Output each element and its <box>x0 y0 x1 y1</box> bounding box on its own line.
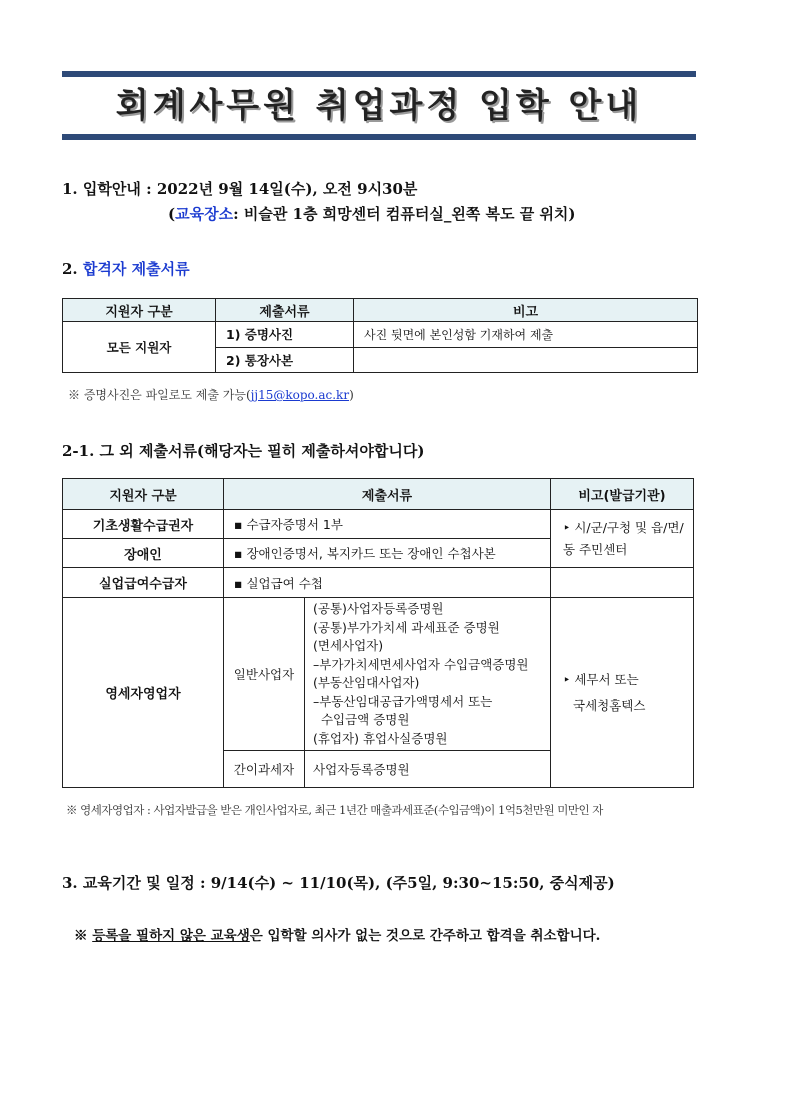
table-header-row <box>63 299 698 322</box>
who-cell: 실업급여수급자 <box>63 568 224 598</box>
general-doc-line: (면세사업자) <box>313 638 384 653</box>
registration-warning <box>74 924 600 944</box>
place-label: 교육장소 <box>175 205 234 223</box>
general-docs-cell <box>305 598 551 751</box>
title-bottom-rule <box>62 134 696 140</box>
issuer2-line: ‣ 세무서 또는 <box>563 671 639 687</box>
general-doc-line: (공통)사업자등록증명원 <box>313 601 444 616</box>
note-cell <box>354 347 698 373</box>
section2-heading <box>62 258 190 279</box>
warning-rest: 은 입학할 의사가 없는 것으로 간주하고 합격을 취소합니다. <box>249 928 601 944</box>
doc-cell: 1) 증명사진 <box>216 322 354 348</box>
note-cell: 사진 뒷면에 본인성함 기재하여 제출 <box>354 322 698 348</box>
applicant-cell: 모든 지원자 <box>63 322 216 373</box>
issuer-cell-1: ‣ 시/군/구청 및 읍/면/동 주민센터 <box>551 510 694 568</box>
section2-label: 합격자 제출서류 <box>82 260 190 278</box>
doc-cell: ▪ 실업급여 수첩 <box>224 568 551 598</box>
who-cell: 장애인 <box>63 539 224 568</box>
required-docs-table <box>62 298 698 373</box>
header-note: 비고 <box>354 299 698 322</box>
doc-cell: ▪ 장애인증명서, 복지카드 또는 장애인 수첩사본 <box>224 539 551 568</box>
general-doc-line: (부동산임대사업자) <box>313 675 420 690</box>
self-employed-cell: 영세자영업자 <box>63 598 224 788</box>
general-doc-line: 수입금액 증명원 <box>313 712 410 727</box>
doc-cell: 2) 통장사본 <box>216 347 354 373</box>
table-header-row <box>63 479 694 510</box>
general-doc-line: –부동산임대공급가액명세서 또는 <box>313 693 493 709</box>
who-cell: 기초생활수급권자 <box>63 510 224 539</box>
header-applicant: 지원자 구분 <box>63 299 216 322</box>
table-row <box>63 510 694 539</box>
general-doc-line: (공통)부가가치세 과세표준 증명원 <box>313 619 500 635</box>
warning-underlined: 등록을 필하지 않은 교육생 <box>92 928 250 944</box>
table-row <box>63 598 694 751</box>
other-docs-table <box>62 478 694 788</box>
simple-tax-cell: 간이과세자 <box>224 751 305 788</box>
section3-heading: 3. 교육기간 및 일정 : 9/14(수) ~ 11/10(목), (주5일, 9:30~15:50, 중식제공) <box>62 874 615 892</box>
general-doc-line: (휴업자) 휴업사실증명원 <box>313 730 448 746</box>
warning-prefix: ※ <box>74 928 93 944</box>
section21-heading: 2-1. 그 외 제출서류(해당자는 필히 제출하셔야합니다) <box>62 442 425 460</box>
doc-cell: ▪ 수급자증명서 1부 <box>224 510 551 539</box>
section21-footnote: ※ 영세자영업자 : 사업자발급을 받은 개인사업자로, 최근 1년간 매출과세표준(수입금액)이 1억5천만원 미만인 자 <box>66 803 603 817</box>
footnote-end: ) <box>349 388 354 402</box>
place-text: : 비슬관 1층 희망센터 컴퓨터실_왼쪽 복도 끝 위치) <box>233 205 576 223</box>
page-title: 회계사무원 취업과정 입학 안내 <box>115 86 643 126</box>
section1-place <box>168 203 576 224</box>
issuer2-line: 국세청홈텍스 <box>573 697 646 713</box>
title-top-rule <box>62 71 696 77</box>
section2-footnote <box>68 386 354 403</box>
issuer-cell-2 <box>551 598 694 788</box>
section2-num: 2. <box>62 260 78 278</box>
footnote-text: ※ 증명사진은 파일로도 제출 가능( <box>68 388 251 402</box>
issuer-empty-cell <box>551 568 694 598</box>
header-docs: 제출서류 <box>216 299 354 322</box>
general-doc-line: –부가가치세면세사업자 수입금액증명원 <box>313 656 529 672</box>
header-applicant: 지원자 구분 <box>63 479 224 510</box>
email-link[interactable]: jj15@kopo.ac.kr <box>250 388 350 402</box>
place-open: ( <box>168 205 176 223</box>
header-docs: 제출서류 <box>224 479 551 510</box>
table-row <box>63 322 698 348</box>
table-row <box>63 568 694 598</box>
section1-heading: 1. 입학안내 : 2022년 9월 14일(수), 오전 9시30분 <box>62 180 418 198</box>
simple-doc-cell: 사업자등록증명원 <box>305 751 551 788</box>
header-issuer: 비고(발급기관) <box>551 479 694 510</box>
general-business-cell: 일반사업자 <box>224 598 305 751</box>
